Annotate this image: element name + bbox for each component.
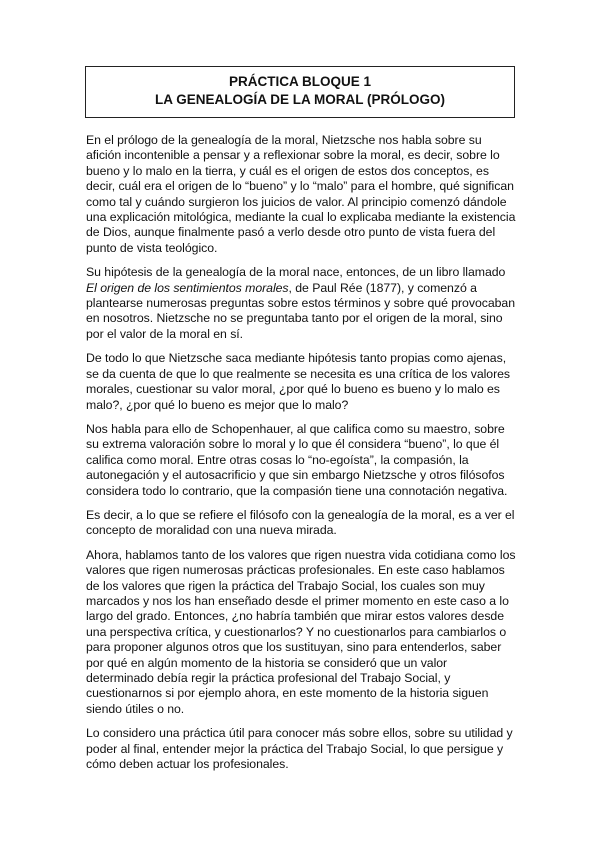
paragraph-4 [86,422,518,499]
paragraph-3 [86,351,518,413]
text-line-with-title [86,281,518,296]
text-line: como tal y cuándo surgieron los juicios de valor. Al principio comenzó dándole [86,194,507,209]
title-line-2: LA GENEALOGÍA DE LA MORAL (PRÓLOGO) [155,92,445,107]
text-line: considera todo lo contrario, que la compasión tiene una connotación negativa. [86,483,508,498]
text-line: de los valores que rigen la práctica del Trabajo Social, los cuales son muy [86,578,485,593]
text-line: una perspectiva crítica, y cuestionarlos? Y no cuestionarlos para cambiarlos o [86,624,507,639]
text-line: determinado debía regir la práctica profesional del Trabajo Social, y [86,671,451,685]
text-fragment: , de Paul Rée (1877), y comenzó a [288,280,477,295]
title-line-1: PRÁCTICA BLOQUE 1 [228,74,371,89]
text-line: Ahora, hablamos tanto de los valores que rigen nuestra vida cotidiana como los [86,547,516,562]
text-line: Su hipótesis de la genealogía de la moral nace, entonces, de un libro llamado [86,265,506,280]
body-text [86,133,518,781]
text-line: bueno y lo malo en la tierra, y cuál es el origen de estos dos conceptos, es [86,163,489,178]
title-box [85,66,515,118]
text-line: En el prólogo de la genealogía de la moral, Nietzsche nos habla sobre su [86,133,482,147]
text-line: cómo deben actuar los profesionales. [86,757,289,772]
text-line: largo del grado. Entonces, ¿no habría también que mirar estos valores desde [86,609,505,624]
paragraph-2 [86,265,518,342]
text-line: De todo lo que Nietzsche saca mediante hipótesis tanto propias como ajenas, [86,351,507,366]
text-line: poder al final, entender mejor la práctica del Trabajo Social, lo que persigue y [86,741,504,756]
text-line: marcados y nos los han enseñado desde el primer momento en este caso a lo [86,593,509,608]
text-line: una explicación mitológica, mediante la cual lo explicaba mediante la existencia [86,210,516,225]
text-line: autonegación y el autosacrificio y que sin embargo Nietzsche y otros filósofos [86,468,505,483]
paragraph-6 [86,548,518,717]
text-line: punto de vista teológico. [86,240,218,255]
book-title: El origen de los sentimientos morales [86,280,289,295]
paragraph-5 [86,508,518,539]
text-line: concepto de moralidad con una nueva mirada. [86,523,337,538]
text-line: malo?, ¿por qué lo bueno es mejor que lo malo? [86,397,349,412]
text-line: valores que rigen numerosas prácticas profesionales. En este caso hablamos [86,563,505,578]
paragraph-7 [86,726,518,772]
text-line: por qué en algún momento de la historia se consideró que un valor [86,655,448,670]
text-line: cuestionarnos si por ejemplo ahora, en este momento de la historia siguen [86,686,489,701]
text-line: morales, cuestionar su valor moral, ¿por qué lo bueno es bueno y lo malo es [86,382,500,397]
text-line: plantearse numerosas preguntas sobre estos términos y sobre qué provocaban [86,296,515,311]
text-line: decir, cuál era el origen de lo “bueno” y lo “malo” para el hombre, qué significan [86,179,514,194]
text-line: se da cuenta de que lo que realmente se necesita es una crítica de los valores [86,366,511,381]
text-line: en nosotros. Nietzsche no se preguntaba tanto por el origen de la moral, sino [86,311,503,326]
text-line: califica como moral. Entre otras cosas lo “no-egoísta”, la compasión, la [86,452,469,467]
text-line: para proponer algunos otros que los sustituyan, sino para entenderlos, saber [86,640,502,655]
text-line: por el valor de la moral en sí. [86,326,244,341]
text-line: siendo útiles o no. [86,701,185,716]
text-line: Es decir, a lo que se refiere el filósofo con la genealogía de la moral, es a ver el [86,507,515,522]
text-line: Lo considero una práctica útil para conocer más sobre ellos, sobre su utilidad y [86,726,513,741]
paragraph-1 [86,133,518,256]
text-line: afición incontenible a pensar y a reflexionar sobre la moral, es decir, sobre lo [86,148,500,163]
text-line: Nos habla para ello de Schopenhauer, al que califica como su maestro, sobre [86,421,505,436]
text-line: su extrema valoración sobre lo moral y lo que él considera “bueno”, lo que él [86,437,500,452]
text-line: de Dios, aunque finalmente pasó a verlo desde otro punto de vista fuera del [86,225,496,240]
